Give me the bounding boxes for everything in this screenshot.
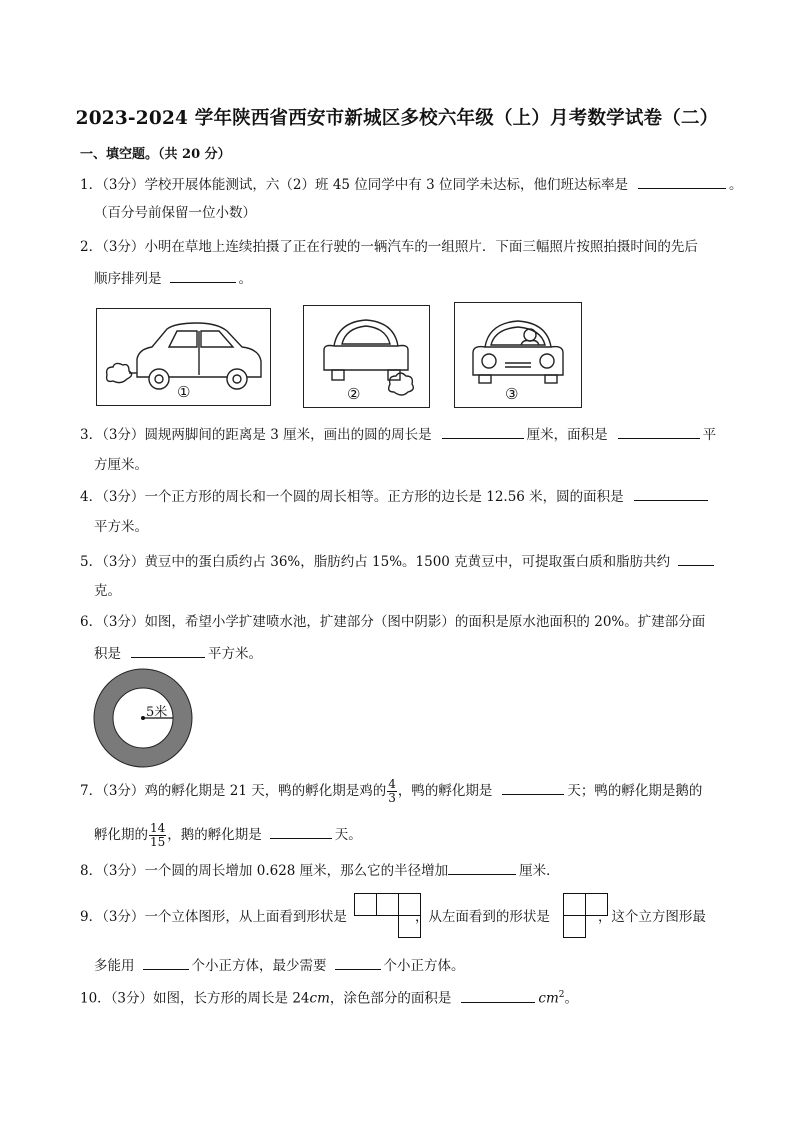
q4-number: 4． xyxy=(80,489,103,505)
q9-text: 一个立体图形，从上面看到形状是 xyxy=(144,909,347,925)
q6-text: 如图，希望小学扩建喷水池，扩建部分（图中阴影）的面积是原水池面积的 20%。扩建部分面 xyxy=(144,614,706,630)
question-6 xyxy=(80,612,705,632)
q9-line2-c: 个小正方体。 xyxy=(383,958,465,974)
q3-answer-blank-1[interactable] xyxy=(442,424,524,439)
q2-number: 2． xyxy=(80,239,103,255)
q5-line2: 克。 xyxy=(94,583,121,599)
left-view-cell xyxy=(585,893,608,916)
q7-fraction-1 xyxy=(387,778,397,805)
q1-text: 学校开展体能测试，六（2）班 45 位同学中有 3 位同学未达标，他们班达标率是 xyxy=(144,177,628,193)
q8-answer-blank[interactable] xyxy=(448,860,516,875)
q2-line2-text: 顺序排列是 xyxy=(94,271,162,287)
q7-number: 7． xyxy=(80,783,103,799)
q9-line2-text: 多能用 xyxy=(94,958,135,974)
car-rear-icon xyxy=(304,306,429,407)
q2-text: 小明在草地上连续拍摄了正在行驶的一辆汽车的一组照片．下面三幅照片按照拍摄时间的先后 xyxy=(144,239,698,255)
q10-points: （3分） xyxy=(110,990,154,1007)
q1-answer-blank[interactable] xyxy=(638,174,726,189)
q10-unit-1: cm xyxy=(309,990,330,1007)
q9-text-c: ，这个立方图形最 xyxy=(597,909,706,925)
q1-points: （3分） xyxy=(102,177,145,193)
question-7 xyxy=(80,778,702,805)
q7-answer-blank-1[interactable] xyxy=(502,780,564,795)
q7-fraction-2 xyxy=(149,822,166,849)
q7-text-b: ，鸭的孵化期是 xyxy=(397,783,493,799)
q3-text-b: 厘米，面积是 xyxy=(526,427,608,443)
q6-line2-end: 平方米。 xyxy=(208,646,262,662)
section-heading: 一、填空题。（共 20 分） xyxy=(80,147,231,162)
photo-2-car-rear xyxy=(303,305,430,408)
q9-text-b: ，从左面看到的形状是 xyxy=(414,909,550,925)
q4-answer-blank[interactable] xyxy=(634,486,708,501)
q6-ring-figure xyxy=(92,668,194,770)
top-view-cell xyxy=(376,893,399,916)
q4-points: （3分） xyxy=(102,489,145,505)
q9-number: 9． xyxy=(80,909,103,925)
q1-line2: （百分号前保留一位小数） xyxy=(94,205,256,221)
q4-text: 一个正方形的周长和一个圆的周长相等。正方形的边长是 12.56 米，圆的面积是 xyxy=(144,489,624,505)
q10-answer-blank[interactable] xyxy=(461,988,535,1003)
q5-answer-blank[interactable] xyxy=(678,551,714,566)
q8-text-b: 厘米． xyxy=(519,863,560,879)
q6-number: 6． xyxy=(80,614,103,630)
q7-line2-text: 孵化期的 xyxy=(94,827,148,843)
q6-points: （3分） xyxy=(102,614,145,630)
top-view-cell xyxy=(398,893,421,916)
q3-points: （3分） xyxy=(102,427,145,443)
q5-text: 黄豆中的蛋白质约占 36%，脂肪约占 15%。1500 克黄豆中，可提取蛋白质和脂肪共约 xyxy=(144,554,671,570)
question-1 xyxy=(80,174,742,195)
q5-number: 5． xyxy=(80,554,103,570)
q9-answer-blank-1[interactable] xyxy=(143,955,189,970)
question-5 xyxy=(80,551,717,572)
q7-answer-blank-2[interactable] xyxy=(270,824,332,839)
q4-line2: 平方米。 xyxy=(94,519,148,535)
left-view-cell xyxy=(563,893,586,916)
q9-line2-b: 个小正方体，最少需要 xyxy=(191,958,327,974)
photo-1-caption: ① xyxy=(177,383,191,401)
q7-frac2-numerator: 14 xyxy=(150,821,166,835)
q1-text-end: 。 xyxy=(728,177,743,193)
q8-points: （3分） xyxy=(102,863,145,879)
q7-frac1-denominator: 3 xyxy=(388,791,396,805)
q9-answer-blank-2[interactable] xyxy=(335,955,381,970)
photo-1-car-side xyxy=(96,308,271,406)
q7-points: （3分） xyxy=(102,783,145,799)
question-2 xyxy=(80,237,698,257)
q3-text: 圆规两脚间的距离是 3 厘米，画出的圆的周长是 xyxy=(144,427,432,443)
q10-text: 如图，长方形的周长是 24 xyxy=(153,990,310,1007)
q3-text-c: 平 xyxy=(702,427,717,443)
q2-points: （3分） xyxy=(102,239,145,255)
question-4 xyxy=(80,486,711,507)
q1-number: 1． xyxy=(80,177,103,193)
q3-line2: 方厘米。 xyxy=(94,457,148,473)
q10-text-end: 。 xyxy=(564,990,578,1007)
q8-text: 一个圆的周长增加 0.628 厘米，那么它的半径增加 xyxy=(144,863,449,879)
q3-number: 3． xyxy=(80,427,103,443)
q2-answer-blank[interactable] xyxy=(170,268,236,283)
q9-line2 xyxy=(94,955,465,976)
q9-points: （3分） xyxy=(102,909,145,925)
q8-number: 8． xyxy=(80,863,103,879)
q6-line2 xyxy=(94,643,262,664)
q2-line2 xyxy=(94,268,252,289)
q10-text-b: ，涂色部分的面积是 xyxy=(329,990,452,1007)
question-3 xyxy=(80,424,716,445)
q6-answer-blank[interactable] xyxy=(131,643,205,658)
q7-frac2-denominator: 15 xyxy=(150,835,166,849)
photo-2-caption: ② xyxy=(347,385,361,403)
q10-unit-exponent: 2 xyxy=(558,990,565,1000)
q7-line2-b: ，鹅的孵化期是 xyxy=(167,827,262,843)
q7-frac1-numerator: 4 xyxy=(388,777,396,791)
q10-number: 10． xyxy=(80,990,111,1007)
q6-line2-text: 积是 xyxy=(94,646,121,662)
top-view-cell xyxy=(398,915,421,938)
q7-line2 xyxy=(94,822,362,849)
top-view-cell xyxy=(354,893,377,916)
q5-points: （3分） xyxy=(102,554,145,570)
q6-radius-label: 5米 xyxy=(146,705,168,720)
q3-answer-blank-2[interactable] xyxy=(618,424,700,439)
q7-text: 鸡的孵化期是 21 天，鸭的孵化期是鸡的 xyxy=(144,783,387,799)
q7-text-c: 天；鸭的孵化期是鹅的 xyxy=(567,783,703,799)
left-view-cell xyxy=(563,915,586,938)
q10-unit-2: cm xyxy=(538,990,559,1007)
page-title: 2023-2024 学年陕西省西安市新城区多校六年级（上）月考数学试卷（二） xyxy=(75,108,719,129)
photo-3-caption: ③ xyxy=(505,385,519,403)
question-10 xyxy=(80,985,578,1009)
question-8 xyxy=(80,860,560,881)
q7-line2-c: 天。 xyxy=(334,827,362,843)
q2-line2-end: 。 xyxy=(238,271,252,287)
photo-3-car-front xyxy=(454,302,582,408)
